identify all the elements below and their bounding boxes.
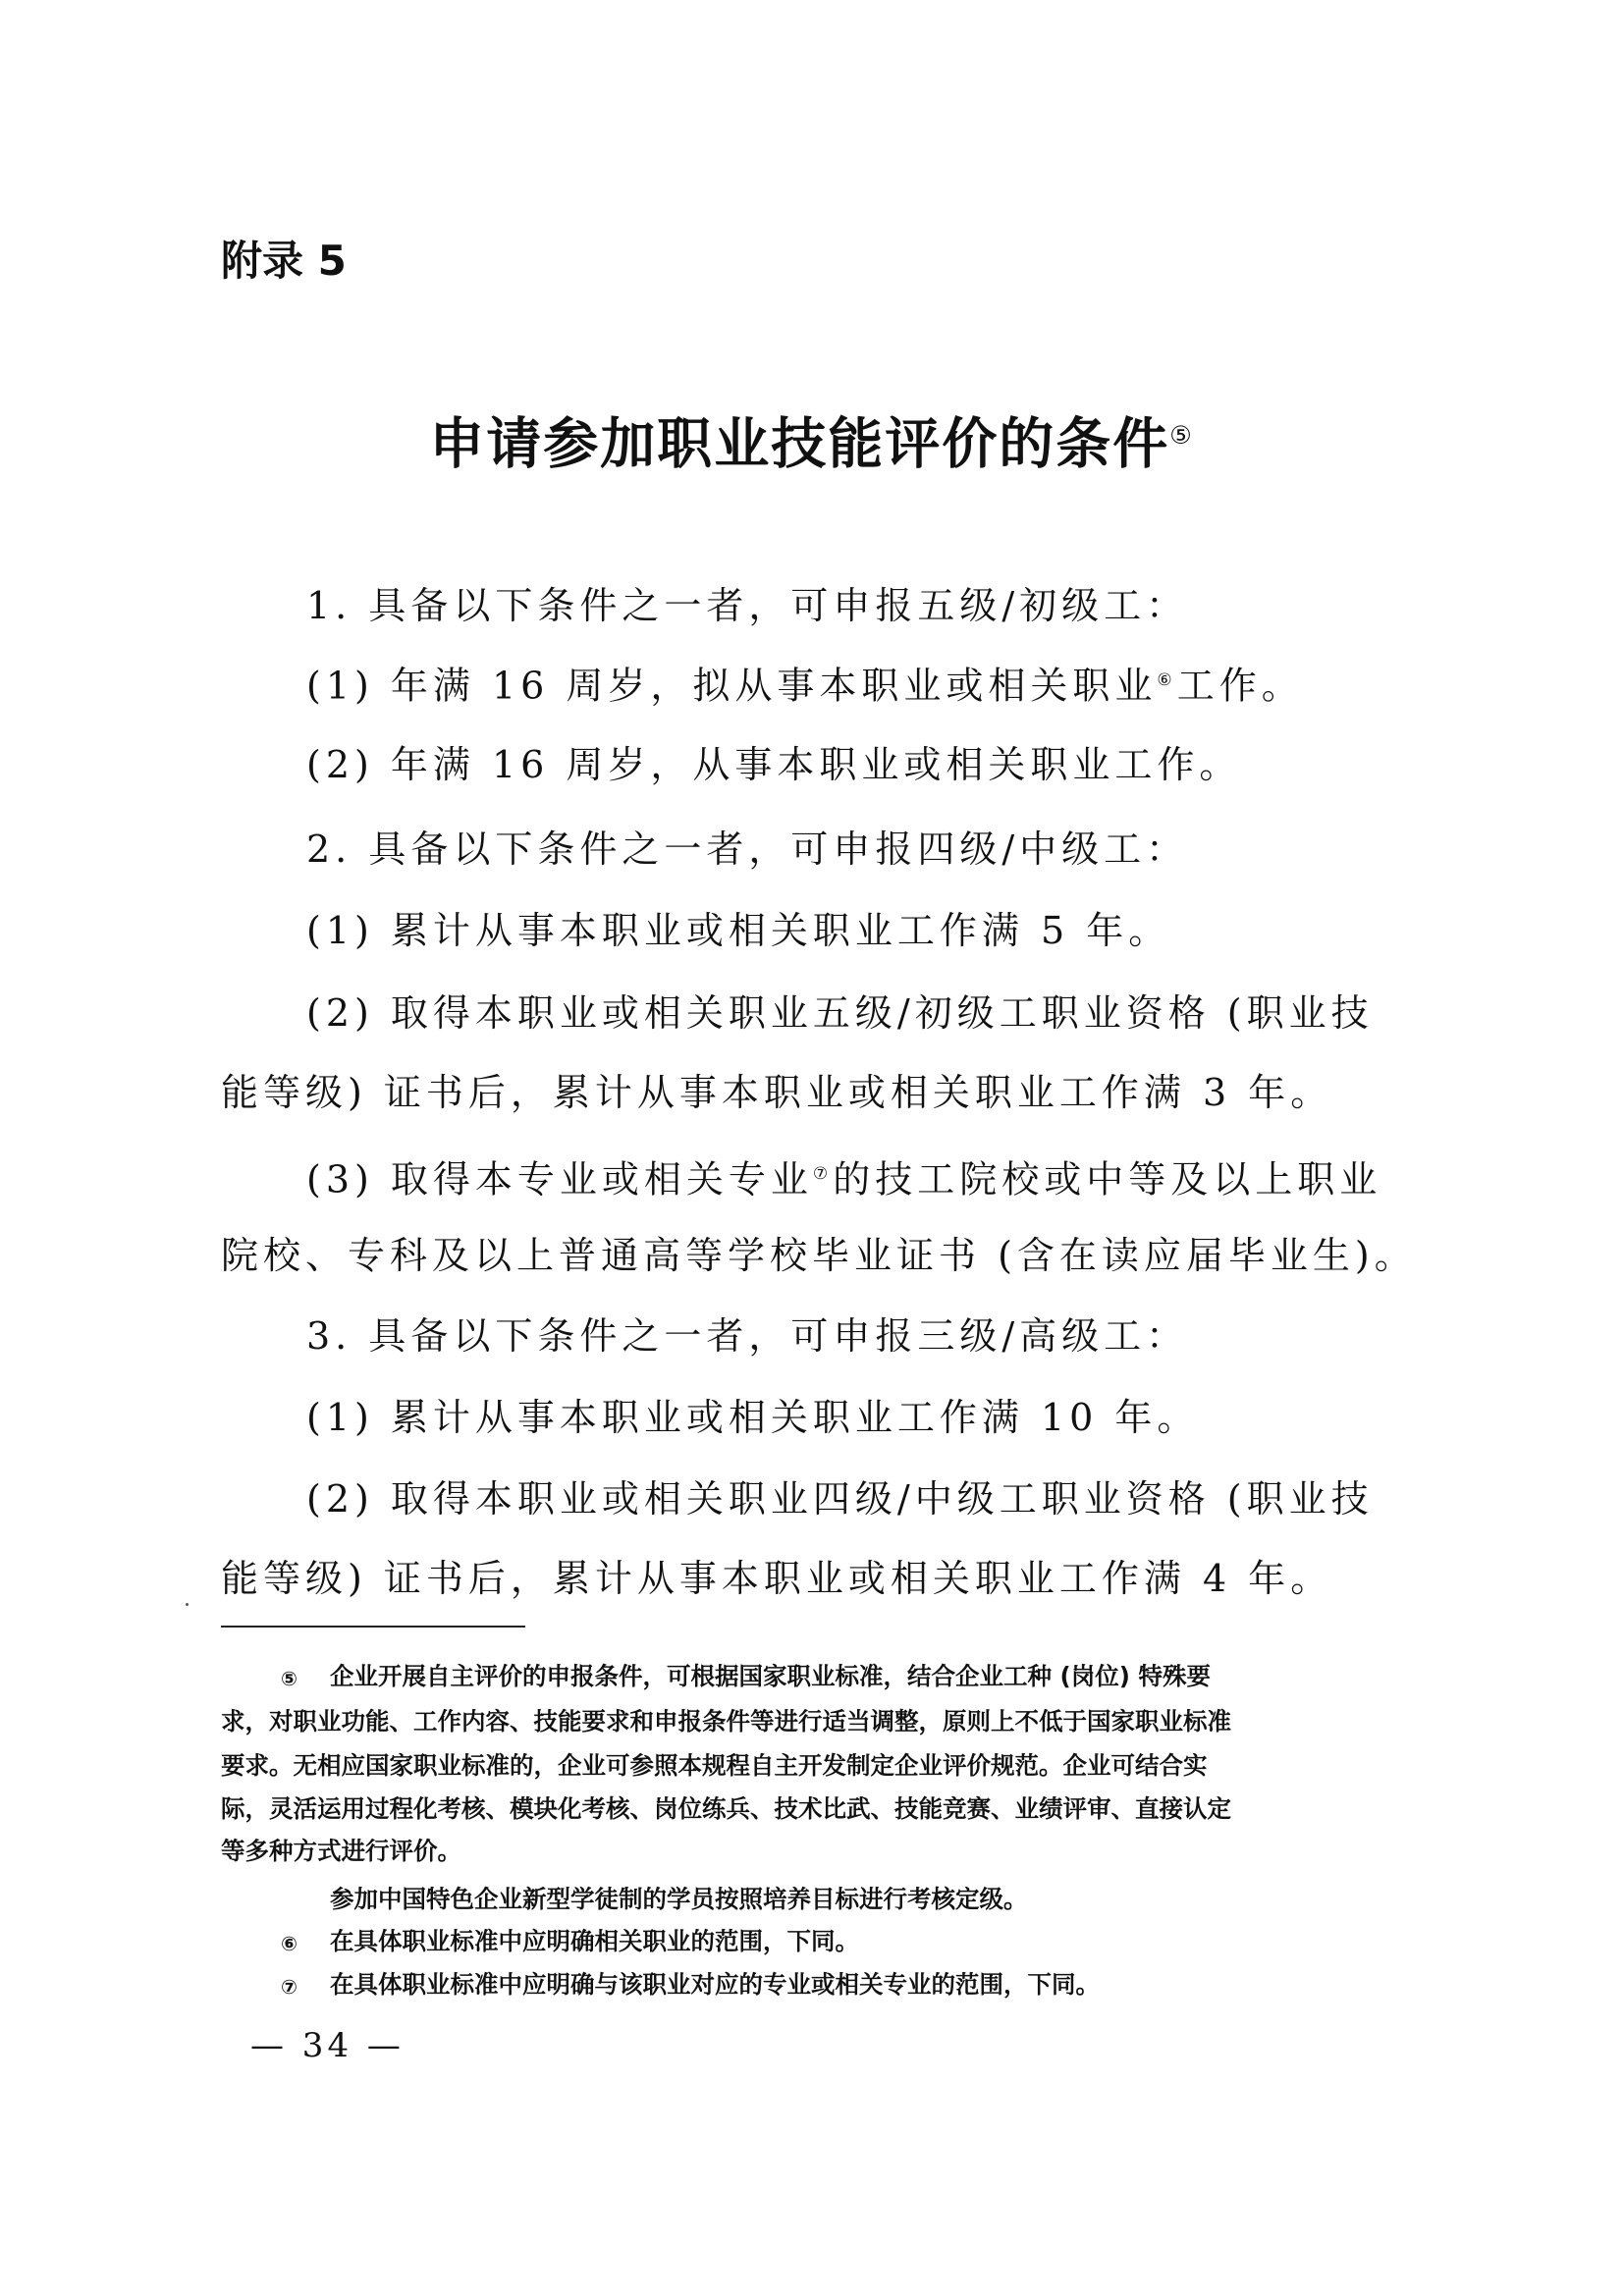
section-3-heading: 3. 具备以下条件之一者，可申报三级/高级工： xyxy=(306,1314,1189,1358)
page-title xyxy=(0,400,1623,481)
section-2-item-3-pre: (3) 取得本专业或相关专业 xyxy=(306,1157,813,1201)
title-footnote-ref: ⑤ xyxy=(1169,421,1194,450)
section-2-item-2-line-2: 能等级) 证书后，累计从事本职业或相关职业工作满 3 年。 xyxy=(221,1071,1333,1114)
section-2-item-1: (1) 累计从事本职业或相关职业工作满 5 年。 xyxy=(306,909,1171,952)
section-2-item-3-post: 的技工院校或中等及以上职业 xyxy=(833,1157,1382,1201)
footnote-ref-6: ⑥ xyxy=(1157,670,1177,690)
section-2-item-3-line-1 xyxy=(306,1147,1381,1207)
section-3-item-2-line-2: 能等级) 证书后，累计从事本职业或相关职业工作满 4 年。 xyxy=(221,1557,1333,1600)
page-number: — 34 — xyxy=(250,2026,405,2065)
footnote-ref-7: ⑦ xyxy=(812,1164,834,1184)
footnote-7-text: 在具体职业标准中应明确与该职业对应的专业或相关专业的范围，下同。 xyxy=(330,1970,1100,1999)
section-3-item-2-line-1: (2) 取得本职业或相关职业四级/中级工职业资格 (职业技 xyxy=(306,1477,1374,1521)
footnote-5-line-6: 参加中国特色企业新型学徒制的学员按照培养目标进行考核定级。 xyxy=(330,1885,1028,1913)
footnote-7-marker: ⑦ xyxy=(281,1975,298,1999)
section-1-item-1 xyxy=(306,653,1304,714)
footnote-5-line-4: 际，灵活运用过程化考核、模块化考核、岗位练兵、技术比武、技能竞赛、业绩评审、直接认定 xyxy=(221,1794,1231,1823)
scan-speck xyxy=(186,1603,189,1606)
section-2-item-3-line-2: 院校、专科及以上普通高等学校毕业证书 (含在读应届毕业生)。 xyxy=(221,1234,1417,1277)
footnote-5-marker: ⑤ xyxy=(281,1667,298,1690)
section-2-item-2-line-1: (2) 取得本职业或相关职业五级/初级工职业资格 (职业技 xyxy=(306,991,1374,1035)
footnote-divider xyxy=(221,1626,525,1628)
footnote-6-text: 在具体职业标准中应明确相关职业的范围，下同。 xyxy=(330,1927,859,1955)
section-3-item-1: (1) 累计从事本职业或相关职业工作满 10 年。 xyxy=(306,1396,1200,1439)
section-2-heading: 2. 具备以下条件之一者，可申报四级/中级工： xyxy=(306,828,1189,871)
section-1-item-1-pre: (1) 年满 16 周岁，拟从事本职业或相关职业 xyxy=(306,664,1158,708)
section-1-item-2: (2) 年满 16 周岁，从事本职业或相关职业工作。 xyxy=(306,743,1242,786)
footnote-5-line-2: 求，对职业功能、工作内容、技能要求和申报条件等进行适当调整，原则上不低于国家职业标准 xyxy=(221,1707,1231,1735)
section-1-heading: 1. 具备以下条件之一者，可申报五级/初级工： xyxy=(306,584,1189,627)
appendix-label: 附录 5 xyxy=(221,237,347,285)
footnote-5-line-3: 要求。无相应国家职业标准的，企业可参照本规程自主开发制定企业评价规范。企业可结合实 xyxy=(221,1751,1208,1780)
section-1-item-1-post: 工作。 xyxy=(1176,664,1304,708)
footnote-5-line-5: 等多种方式进行评价。 xyxy=(221,1837,461,1865)
title-text: 申请参加职业技能评价的条件 xyxy=(429,412,1170,477)
footnote-6-marker: ⑥ xyxy=(281,1932,298,1955)
footnote-5-line-1: 企业开展自主评价的申报条件，可根据国家职业标准，结合企业工种 (岗位) 特殊要 xyxy=(330,1662,1211,1690)
